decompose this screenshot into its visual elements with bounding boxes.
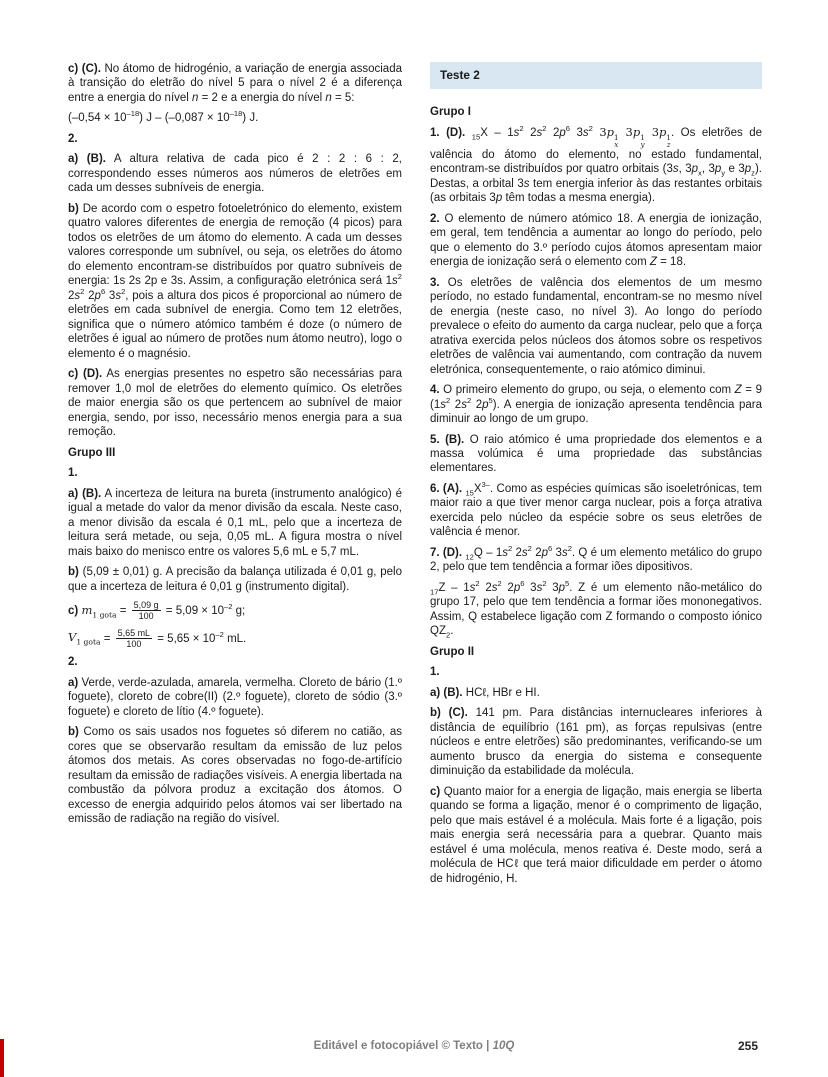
paragraph: $_{17}Z - 1s^2$ $2s^2$ $2p^6$ $3s^2$ $3p^5$. Z é um elemento não-metálico do grupo 17, pelo que tem tendência a formar iões mononegativos. Assim, Q estabelece ligação com Z formando o composto iónico $QZ_2$. bbox=[430, 579, 763, 640]
paragraph: 5. (B). O raio atómico é uma propriedade dos elementos e a massa volúmica é uma propriedade das substâncias elementares. bbox=[430, 433, 762, 475]
section-heading: 1. bbox=[430, 666, 440, 679]
paragraph: b) (C). 141 pm. Para distâncias internucleares inferiores à distância de equilíbrio (161 pm), as forças repulsivas (entre núcleos e entre eletrões) são predominantes, verificando-se um aumento brusco da energia do sistema e consequente diminuição da estabilidade da molécula. bbox=[430, 707, 762, 778]
paragraph: 6. (A). $_{15}X^{3-}$. Como as espécies químicas são isoeletrónicas, tem maior raio a que tiver menor carga nuclear, pois a força atrativa exercida pelo núcleo da espécie sobre os seus eletrões de valência é menor. bbox=[430, 480, 762, 539]
paragraph: a) (B). A incerteza de leitura na bureta (instrumento analógico) é igual a metade do valor da menor divisão da escala. Neste caso, a menor divisão da escala é 0,1 mL, pelo que a incerteza de leitura será metade, ou seja, 0,05 mL. A figura mostra o nível mais baixo do menisco entre os valores 5,6 mL e 5,7 mL. bbox=[68, 487, 402, 558]
paragraph: b) De acordo com o espetro fotoeletrónico do elemento, existem quatro valores diferentes de energia de remoção (4 picos) para todos os eletrões de um átomo do elemento. A cada um desses valores corresponde um subnível, ou seja, os eletrões do átomo do elemento encontram-se distribuídos por quatro subníveis de energia: 1s 2s 2p e 3s. Assim, a configuração eletrónica será $1s^2$ $2s^2$ $2p^6$ $3s^2$, pois a altura dos picos é proporcional ao número de eletrões em cada subnível de energia. Como tem 12 eletrões, significa que o número atómico também é doze (o número de eletrões é igual ao número de protões num átomo neutro), logo o elemento é o magnésio. bbox=[68, 202, 402, 360]
paragraph: c) (C). No átomo de hidrogénio, a variação de energia associada à transição do eletrão do nível 5 para o nível 2 é a diferença entre a energia do nível n = 2 e a energia do nível n = 5: bbox=[68, 63, 402, 104]
right-column bbox=[430, 62, 762, 892]
section-heading: 1. bbox=[68, 467, 78, 480]
right-column-body bbox=[430, 105, 762, 886]
section-heading: Grupo II bbox=[430, 645, 475, 658]
paragraph: b) (5,09 ± 0,01) g. A precisão da balança utilizada é 0,01 g, pelo que a incerteza de leitura é 0,01 g (instrumento digital). bbox=[68, 566, 402, 593]
footer-text: Editável e fotocopiável © Texto | 10Q bbox=[313, 1039, 515, 1052]
section-heading: 2. bbox=[68, 656, 78, 669]
paragraph: c) (D). As energias presentes no espetro são necessárias para remover 1,0 mol de eletrões do elemento químico. Os eletrões de maior energia são os que pertencem ao subnível de maior energia, sendo, por isso, necessário menos energia para a sua remoção. bbox=[68, 368, 402, 439]
paragraph: c) $m_{1 gota}$ = $\frac{5,09 g}{100}$ = $5,09 \times 10^{-2}$ g; bbox=[68, 599, 246, 622]
section-heading: 2. bbox=[68, 132, 78, 145]
page-footer bbox=[0, 1039, 828, 1053]
paragraph: 2. O elemento de número atómico 18. A energia de ionização, em geral, tem tendência a aumentar ao longo do período, pelo que o elemento do 3.º período cujos átomos apresentam maior energia de ionização será o elemento com Z = 18. bbox=[430, 212, 762, 269]
paragraph: $(-0,54 \times 10^{-18})$ $J - (-0,087 \times 10^{-18})$ J. bbox=[68, 109, 259, 125]
test-2-header: Teste 2 bbox=[430, 62, 762, 89]
footer-edition: 10Q bbox=[492, 1039, 515, 1052]
paragraph: 4. O primeiro elemento do grupo, ou seja, o elemento com Z = 9 ($1s^2$ $2s^2$ $2p^5$). A energia de ionização apresenta tendência para diminuir ao longo de um grupo. bbox=[430, 384, 763, 426]
paragraph: 7. (D). $_{12}Q - 1s^2$ $2s^2$ $2p^6$ $3s^2$. Q é um elemento metálico do grupo 2, pelo que tem tendência a formar iões dipositivos. bbox=[430, 544, 762, 574]
paragraph: c) Quanto maior for a energia de ligação, mais energia se liberta quando se forma a ligação, menor é o comprimento de ligação, pelo que mais estável é a molécula. Mais forte é a ligação, pois mais energia será necessária para a quebrar. Quanto mais estável é uma molécula, menos reativa é. Deste modo, será a molécula de HCℓ que terá maior dificuldade em perder o átomo de hidrogénio, H. bbox=[430, 785, 762, 885]
paragraph: b) Como os sais usados nos foguetes só diferem no catião, as cores que se observarão resultam da emissão de luz pelos átomos dos metais. As cores observadas no fogo-de-artifício resultam da emissão de radiações visíveis. A energia libertada na combustão da pólvora produz a excitação dos átomos. O excesso de energia adquirido pelos átomos vai ser libertado na emissão de radiação na região do visível. bbox=[68, 726, 402, 826]
paragraph: a) (B). HCℓ, HBr e HI. bbox=[430, 686, 540, 699]
paragraph: 1. (D). $_{15}X - 1s^2$ $2s^2$ $2p^6$ $3s^2$ 3p 1 x 3p 1 y 3p 1 z . Os eletrões de valência do átomo do elemento, no estado fundamental, encontram-se distribuídos por quatro orbitais (3s, $3p_x$, $3p_y$ e $3p_z$). Destas, a orbital 3s tem energia inferior às das restantes orbitais (as orbitais 3p têm todas a mesma energia). bbox=[430, 124, 763, 205]
section-heading: Grupo III bbox=[68, 446, 116, 459]
paragraph: $V_{1 gota}$ = $\frac{5,65 mL}{100}$ = $5,65 \times 10^{-2}$ mL. bbox=[68, 627, 247, 649]
section-heading: Grupo I bbox=[430, 105, 471, 118]
spine-red-mark bbox=[0, 1039, 4, 1077]
left-column bbox=[68, 62, 402, 892]
paragraph: 3. Os eletrões de valência dos elementos de um mesmo período, no estado fundamental, encontram-se no mesmo nível de energia (neste caso, no nível 3). Ao longo do período prevalece o efeito do aumento da carga nuclear, pelo que a força atrativa exercida pelos núcleos dos átomos sobre os respetivos eletrões de valência vai aumentando, com contração da nuvem eletrónica, consequentemente, o raio atómico diminui. bbox=[430, 276, 762, 376]
paragraph: a) Verde, verde-azulada, amarela, vermelha. Cloreto de bário (1.º foguete), cloreto de cobre(II) (2.º foguete), cloreto de sódio (3.º foguete) e cloreto de lítio (4.º foguete). bbox=[68, 676, 402, 718]
page-content bbox=[68, 62, 766, 892]
page-number: 255 bbox=[737, 1038, 758, 1053]
paragraph: a) (B). A altura relativa de cada pico é 2 : 2 : 6 : 2, correspondendo esses números aos números de eletrões em cada um desses subníveis de energia. bbox=[68, 153, 402, 195]
